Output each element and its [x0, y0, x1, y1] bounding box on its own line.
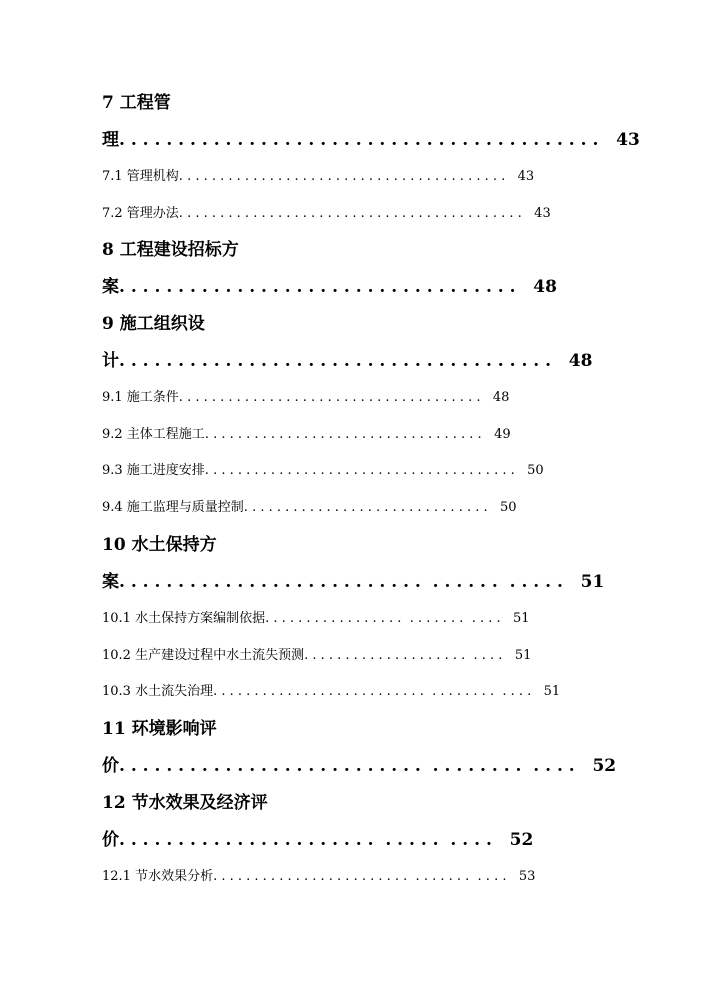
toc-chapter-heading: 8 工程建设招标方 — [102, 240, 239, 260]
toc-section-entry[interactable]: 7.1 管理机构. . . . . . . . . . . . . . . . . . . . . . . . . . . . . . . . . . . . . . . . 43 — [102, 169, 535, 184]
toc-chapter-entry[interactable]: 案. . . . . . . . . . . . . . . . . . . . . . . . . . . . . . . . . . . . . 51 — [102, 572, 605, 592]
toc-chapter-heading: 9 施工组织设 — [102, 314, 205, 334]
toc-section-entry[interactable]: 12.1 节水效果分析. . . . . . . . . . . . . . . . . . . . . . . . . . . . . . . . . . . 53 — [102, 869, 536, 884]
toc-section-entry[interactable]: 9.3 施工进度安排. . . . . . . . . . . . . . . . . . . . . . . . . . . . . . . . . . . . . . 50 — [102, 463, 544, 478]
toc-section-entry[interactable]: 9.4 施工监理与质量控制. . . . . . . . . . . . . . . . . . . . . . . . . . . . . . 50 — [102, 500, 517, 515]
toc-chapter-entry[interactable]: 价. . . . . . . . . . . . . . . . . . . . . . . . . . . . . . . . . . . . . . 52 — [102, 756, 617, 776]
toc-section-entry[interactable]: 7.2 管理办法. . . . . . . . . . . . . . . . . . . . . . . . . . . . . . . . . . . . . . . . . . 43 — [102, 206, 551, 221]
toc-chapter-entry[interactable]: 理. . . . . . . . . . . . . . . . . . . . . . . . . . . . . . . . . . . . . . . . . 43 — [102, 130, 640, 150]
toc-chapter-heading: 12 节水效果及经济评 — [102, 793, 268, 813]
toc-section-entry[interactable]: 9.2 主体工程施工. . . . . . . . . . . . . . . . . . . . . . . . . . . . . . . . . . 49 — [102, 427, 511, 442]
toc-section-entry[interactable]: 10.2 生产建设过程中水土流失预测. . . . . . . . . . . . . . . . . . . . . . . . 51 — [102, 648, 532, 663]
toc-section-entry[interactable]: 9.1 施工条件. . . . . . . . . . . . . . . . . . . . . . . . . . . . . . . . . . . . . 48 — [102, 390, 510, 405]
toc-chapter-entry[interactable]: 计. . . . . . . . . . . . . . . . . . . . . . . . . . . . . . . . . . . . . 48 — [102, 351, 593, 371]
toc-section-entry[interactable]: 10.1 水土保持方案编制依据. . . . . . . . . . . . . . . . . . . . . . . . . . . . 51 — [102, 611, 530, 626]
toc-chapter-heading: 11 环境影响评 — [102, 719, 217, 739]
toc-chapter-entry[interactable]: 价. . . . . . . . . . . . . . . . . . . . . . . . . . . . . . . 52 — [102, 830, 534, 850]
toc-section-entry[interactable]: 10.3 水土流失治理. . . . . . . . . . . . . . . . . . . . . . . . . . . . . . . . . . . . . . 51 — [102, 684, 561, 699]
toc-chapter-entry[interactable]: 案. . . . . . . . . . . . . . . . . . . . . . . . . . . . . . . . . . 48 — [102, 277, 557, 297]
toc-chapter-heading: 10 水土保持方 — [102, 535, 217, 555]
toc-chapter-heading: 7 工程管 — [102, 93, 171, 113]
